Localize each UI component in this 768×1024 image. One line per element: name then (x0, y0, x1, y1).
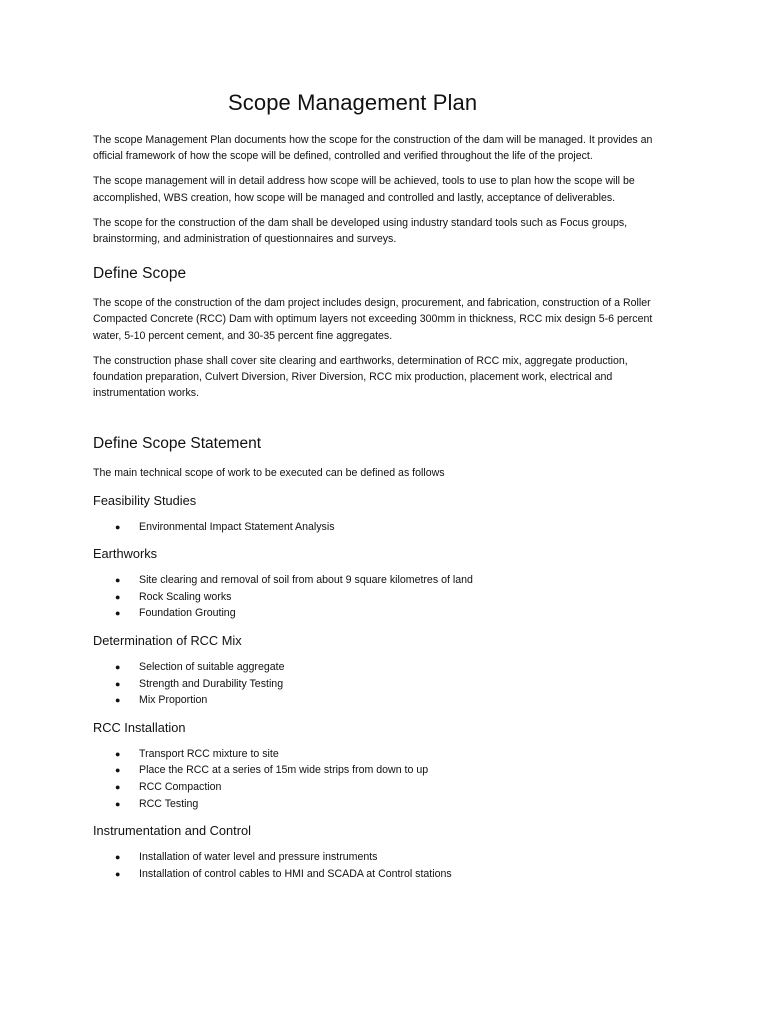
bullet-icon: ● (115, 662, 121, 673)
list-item (93, 692, 673, 709)
bullet-list-instrumentation (93, 849, 673, 882)
bullet-icon: ● (115, 868, 121, 879)
list-item-text: Environmental Impact Statement Analysis (139, 520, 335, 533)
list-item-text: RCC Testing (139, 797, 199, 810)
intro-paragraph: The scope Management Plan documents how the scope for the construction of the dam will be managed. It provides an official framework of how the scope will be defined, controlled and verified throughout the life of the project. (93, 134, 653, 163)
section-heading-earthworks: Earthworks (93, 546, 158, 562)
bullet-list-rcc-mix (93, 659, 673, 709)
define-scope-paragraph: The scope of the construction of the dam project includes design, procurement, and fabrication, construction of a Roller Compacted Concrete (RCC) Dam with optimum layers not exceeding 300mm in thickness, RCC mix design 5-6 percent water, 5-10 percent cement, and 30-35 percent fine aggregates. (93, 297, 653, 342)
list-item (93, 796, 673, 813)
list-item-text: Rock Scaling works (139, 590, 232, 603)
list-item-text: Installation of control cables to HMI and SCADA at Control stations (139, 867, 452, 880)
list-item (93, 866, 673, 883)
bullet-icon: ● (115, 852, 121, 863)
bullet-icon: ● (115, 575, 121, 586)
section-heading-rcc-mix: Determination of RCC Mix (93, 633, 242, 649)
define-scope-paragraph: The construction phase shall cover site clearing and earthworks, determination of RCC mix, aggregate production, foundation preparation, Culvert Diversion, River Diversion, RCC mix production, placement work, electrical and instrumentation works. (93, 354, 628, 400)
section-heading-feasibility: Feasibility Studies (93, 492, 197, 508)
bullet-icon: ● (115, 678, 121, 689)
list-item (93, 589, 673, 606)
bullet-icon: ● (115, 748, 121, 759)
list-item-text: Foundation Grouting (139, 607, 236, 620)
bullet-list-rcc-installation (93, 746, 673, 812)
bullet-icon: ● (115, 591, 121, 602)
scope-statement-heading: Define Scope Statement (93, 435, 262, 453)
list-item (93, 659, 673, 676)
list-item-text: RCC Compaction (139, 780, 222, 793)
list-item (93, 746, 673, 763)
list-item-text: Place the RCC at a series of 15m wide strips from down to up (139, 764, 429, 777)
section-heading-rcc-installation: RCC Installation (93, 719, 186, 735)
define-scope-heading: Define Scope (93, 265, 187, 283)
intro-paragraph: The scope management will in detail address how scope will be achieved, tools to use to plan how the scope will be accomplished, WBS creation, how scope will be managed and controlled and lastly, acceptance of deliverables. (93, 175, 635, 204)
list-item (93, 605, 673, 622)
list-item (93, 676, 673, 693)
section-heading-instrumentation: Instrumentation and Control (93, 823, 251, 839)
scope-statement-intro: The main technical scope of work to be executed can be defined as follows (93, 467, 445, 480)
list-item (93, 849, 673, 866)
list-item (93, 572, 673, 589)
list-item-text: Installation of water level and pressure instruments (139, 851, 378, 864)
list-item (93, 762, 673, 779)
list-item-text: Site clearing and removal of soil from about 9 square kilometres of land (139, 574, 473, 587)
list-item-text: Strength and Durability Testing (139, 677, 284, 690)
bullet-icon: ● (115, 521, 121, 532)
bullet-icon: ● (115, 798, 121, 809)
bullet-list-feasibility (93, 519, 673, 536)
document-page (93, 88, 673, 888)
intro-paragraph: The scope for the construction of the dam shall be developed using industry standard tools such as Focus groups, brainstorming, and administration of questionnaires and surveys. (93, 216, 628, 246)
list-item-text: Mix Proportion (139, 694, 208, 707)
list-item (93, 779, 673, 796)
page-title: Scope Management Plan (228, 90, 478, 115)
bullet-icon: ● (115, 765, 121, 776)
bullet-icon: ● (115, 781, 121, 792)
list-item-text: Selection of suitable aggregate (139, 661, 285, 674)
bullet-icon: ● (115, 695, 121, 706)
bullet-list-earthworks (93, 572, 673, 622)
list-item-text: Transport RCC mixture to site (139, 747, 279, 760)
list-item (93, 519, 673, 536)
bullet-icon: ● (115, 608, 121, 619)
